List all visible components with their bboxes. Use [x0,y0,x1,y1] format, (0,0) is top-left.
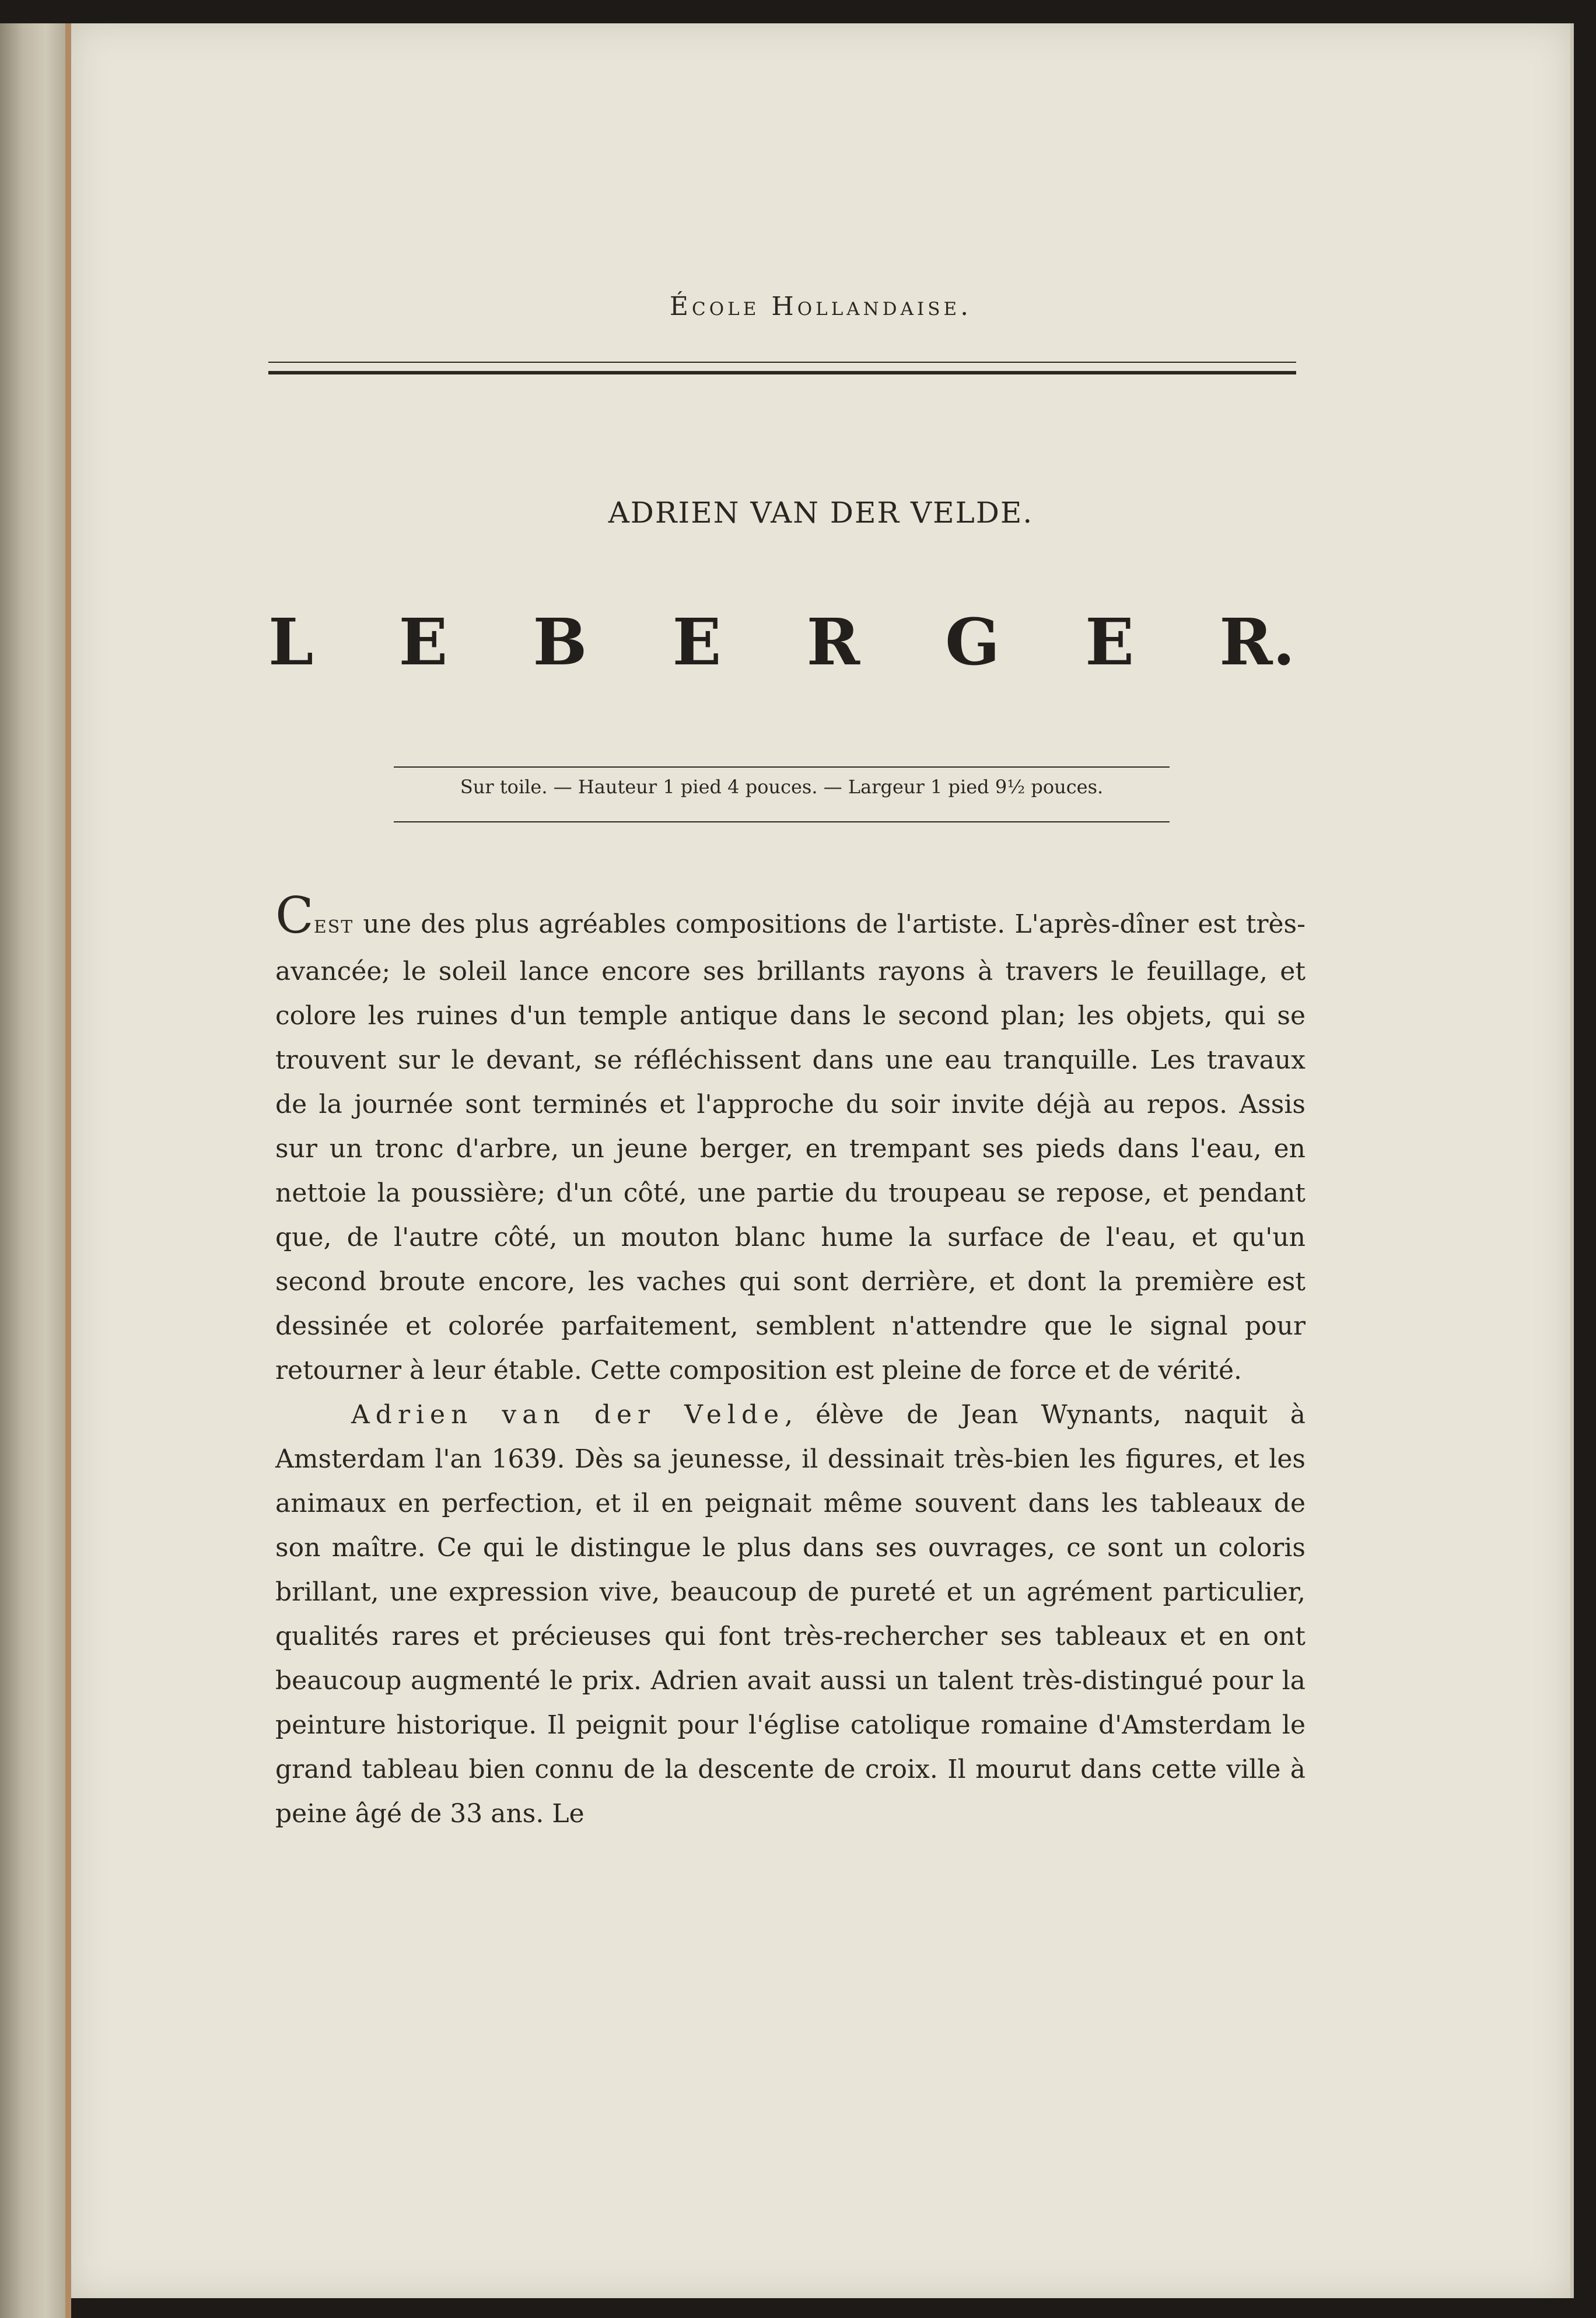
artist-name-spaced: Adrien van der Velde [351,1400,785,1430]
meta-rule-top [394,766,1170,768]
school-header-word2: ollandaise. [797,292,972,321]
painting-dimensions: Sur toile. — Hauteur 1 pied 4 pouces. — Largeur 1 pied 9½ pouces. [460,776,1104,798]
school-header-initial2: H [771,292,797,321]
body-text [275,887,1306,1836]
school-header-initial: É [669,292,692,321]
author-name: ADRIEN VAN DER VELDE. [608,496,1034,530]
page-title: L E B E R G E R. [268,604,1295,680]
drop-cap-continuation: EST [313,917,354,937]
paragraph-description [275,887,1306,1393]
school-header-word1: cole [691,292,760,321]
paragraph-biography-text: , élève de Jean Wynants, naquit à Amsterdam l'an 1639. Dès sa jeunesse, il dessinait très-bien les figures, et les animaux en perfection, et il en peignait même souvent dans les tableaux de son maître. Ce qui le distingue le plus dans ses ouvrages, ce sont un coloris brillant, une expression vive, beaucoup de pureté et un agrément particulier, qualités rares et précieuses qui font très-rechercher ses tableaux et en ont beaucoup augmenté le prix. Adrien avait aussi un talent très-distingué pour la peinture historique. Il peignit pour l'église catolique romaine d'Amsterdam le grand tableau bien connu de la descente de croix. Il mourut dans cette ville à peine âgé de 33 ans. Le [275,1400,1306,1829]
drop-cap: C [275,887,314,945]
book-page [71,23,1574,2298]
paragraph-description-text: une des plus agréables compositions de l'artiste. L'après-dîner est très-avancée; le soleil lance encore ses brillants rayons à travers le feuillage, et colore les ruines d'un temple antique dans le second plan; les objets, qui se trouvent sur le devant, se réfléchissent dans une eau tranquille. Les travaux de la journée sont terminés et l'approche du soir invite déjà au repos. Assis sur un tronc d'arbre, un jeune berger, en trempant ses pieds dans l'eau, en nettoie la poussière; d'un côté, une partie du troupeau se repose, et pendant que, de l'autre côté, un mouton blanc hume la surface de l'eau, et qu'un second broute encore, les vaches qui sont derrière, et dont la première est dessinée et colorée parfaitement, semblent n'attendre que le signal pour retourner à leur étable. Cette composition est pleine de force et de vérité. [275,909,1306,1385]
header-rule-thin [268,362,1296,363]
facing-page-edge [0,23,68,2318]
paragraph-biography [275,1393,1306,1836]
school-header [71,292,1570,321]
header-rule-thick [268,371,1296,374]
book-spine-edge [65,23,71,2318]
meta-rule-bottom [394,821,1170,822]
